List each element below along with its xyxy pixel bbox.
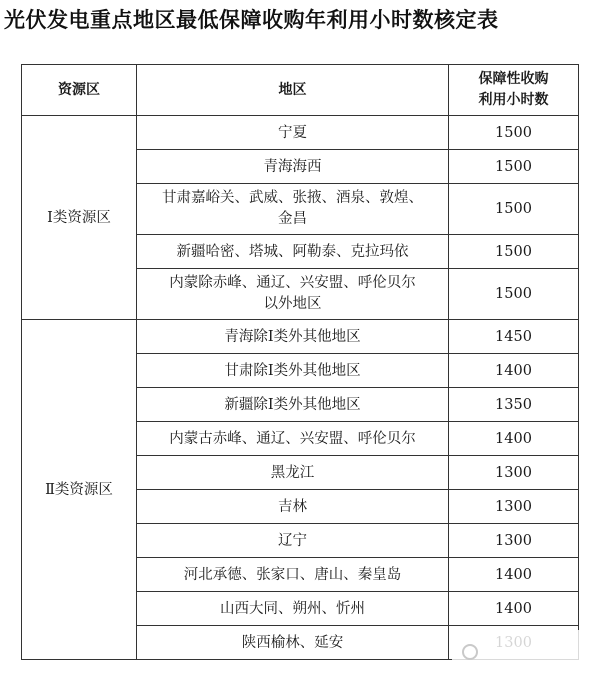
watermark-logo-icon [462, 644, 478, 660]
header-resource-zone: 资源区 [22, 65, 137, 116]
region-cell: 新疆哈密、塔城、阿勒泰、克拉玛依 [137, 235, 449, 269]
header-hours-line2: 利用小时数 [478, 92, 549, 108]
header-hours-line1: 保障性收购 [478, 71, 549, 87]
hours-table [21, 64, 579, 660]
hours-cell: 1500 [449, 235, 579, 269]
hours-cell: 1450 [449, 320, 579, 354]
hours-cell: 1500 [449, 116, 579, 150]
hours-cell: 1400 [449, 354, 579, 388]
region-cell: 黑龙江 [137, 456, 449, 490]
region-cell: 宁夏 [137, 116, 449, 150]
hours-cell: 1400 [449, 558, 579, 592]
region-cell: 青海海西 [137, 150, 449, 184]
table-row [22, 320, 579, 354]
region-cell: 山西大同、朔州、忻州 [137, 592, 449, 626]
region-cell: 新疆除Ⅰ类外其他地区 [137, 388, 449, 422]
hours-cell: 1300 [449, 524, 579, 558]
region-cell: 甘肃除Ⅰ类外其他地区 [137, 354, 449, 388]
hours-cell: 1400 [449, 422, 579, 456]
header-hours [449, 65, 579, 116]
hours-cell: 1350 [449, 388, 579, 422]
region-cell [137, 269, 449, 320]
region-line: 金昌 [278, 211, 307, 227]
region-line: 甘肃嘉峪关、武威、张掖、酒泉、敦煌、 [162, 190, 423, 206]
region-cell: 内蒙古赤峰、通辽、兴安盟、呼伦贝尔 [137, 422, 449, 456]
zone-cell-class-2: Ⅱ类资源区 [22, 320, 137, 660]
region-cell: 陕西榆林、延安 [137, 626, 449, 660]
region-cell: 辽宁 [137, 524, 449, 558]
hours-cell: 1500 [449, 150, 579, 184]
hours-cell: 1500 [449, 269, 579, 320]
header-region: 地区 [137, 65, 449, 116]
table-title: 光伏发电重点地区最低保障收购年利用小时数核定表 [4, 8, 499, 32]
region-cell: 河北承德、张家口、唐山、秦皇岛 [137, 558, 449, 592]
region-line: 内蒙除赤峰、通辽、兴安盟、呼伦贝尔 [169, 275, 416, 291]
region-cell: 青海除Ⅰ类外其他地区 [137, 320, 449, 354]
table-row [22, 116, 579, 150]
hours-cell: 1500 [449, 184, 579, 235]
header-row [22, 65, 579, 116]
region-cell [137, 184, 449, 235]
region-cell: 吉林 [137, 490, 449, 524]
hours-cell: 1300 [449, 456, 579, 490]
zone-cell-class-1: Ⅰ类资源区 [22, 116, 137, 320]
region-line: 以外地区 [263, 296, 322, 312]
hours-cell: 1300 [449, 490, 579, 524]
hours-cell: 1400 [449, 592, 579, 626]
watermark [452, 630, 600, 674]
